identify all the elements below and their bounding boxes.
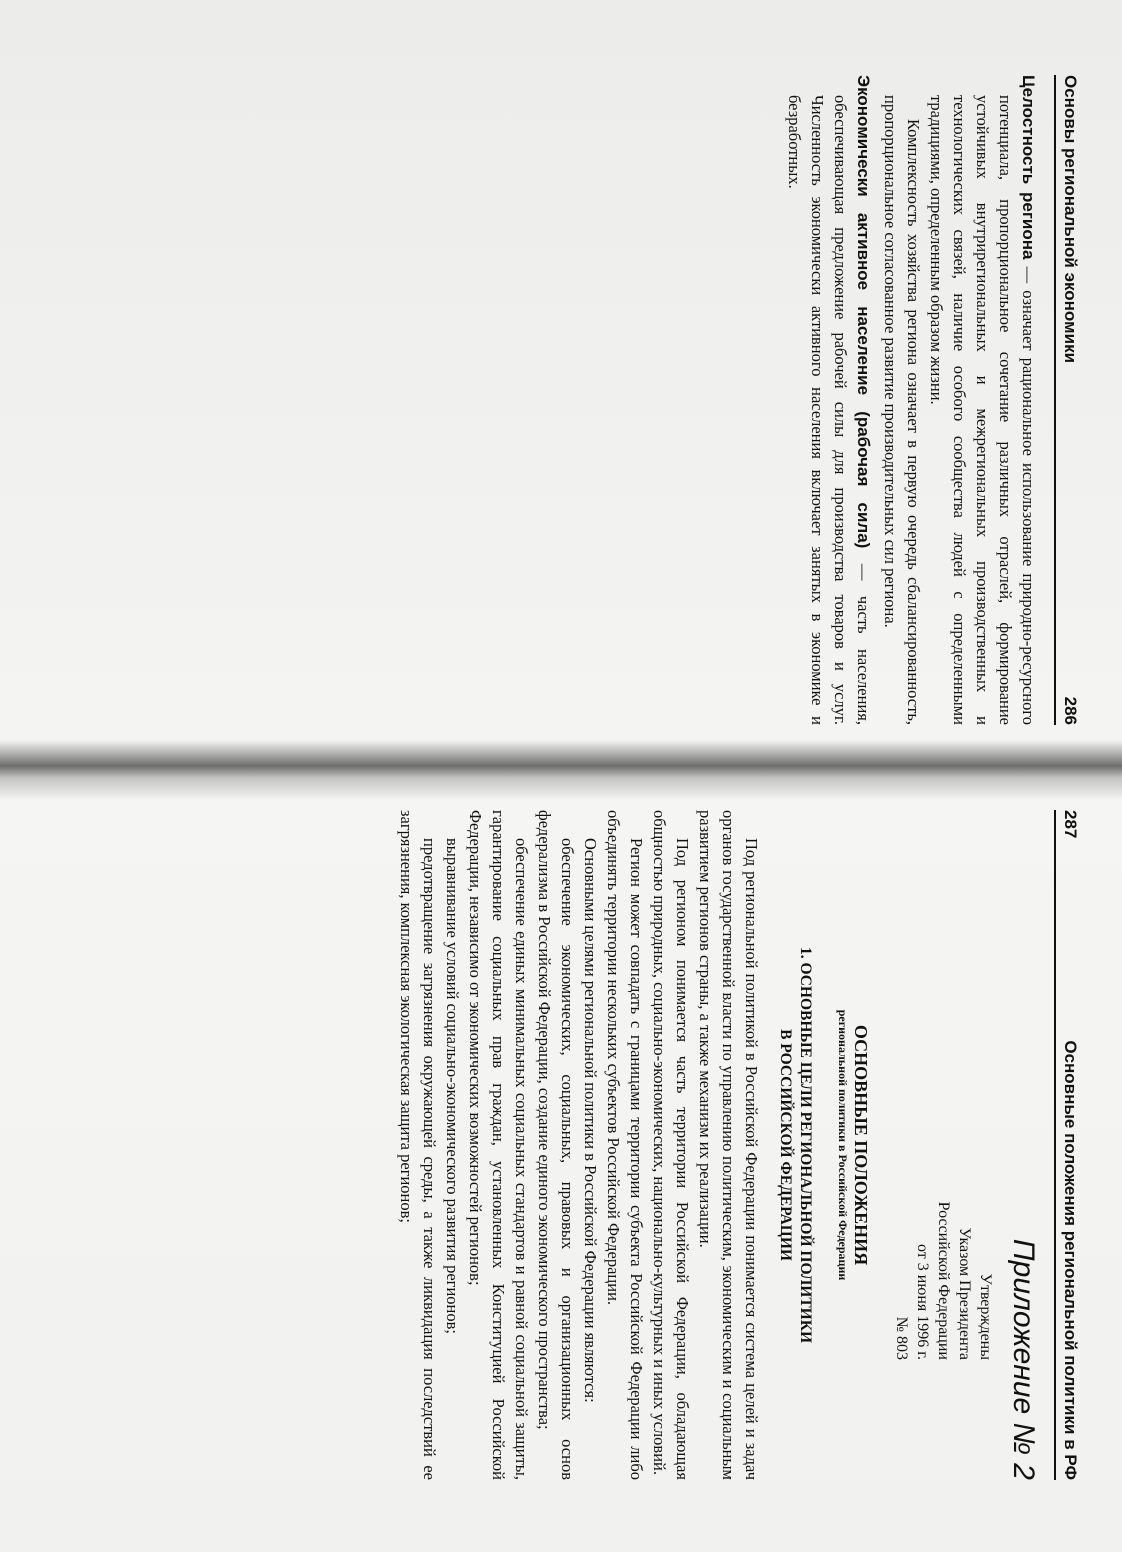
approval-line: от 3 июня 1996 г. — [914, 1244, 931, 1360]
list-item: выравнивание условий социально-экономического развития регионов; — [443, 838, 462, 1334]
approval-line: Утверждены — [977, 1273, 994, 1360]
page-287 — [60, 810, 1080, 1480]
glossary-term: Экономически активное население (рабочая сила) — [854, 75, 873, 549]
paragraph: Под региональной политикой в Российской Федерации понимается система целей и задач органов государственной власти по управлению политическим, экономическим и социальным развитием регионов страны, а также механизм их реализации. — [696, 810, 761, 1480]
running-head-286 — [1054, 75, 1080, 725]
approval-block — [891, 810, 996, 1360]
list-item: обеспечение экономических, социальных, правовых и организационных основ федерализма в Российской Федерации, создание единого экономического пространства; — [535, 810, 577, 1480]
glossary-entry — [925, 75, 1040, 725]
paragraph: Основными целями региональной политики в Российской Федерации являются: — [581, 838, 600, 1403]
document-title: ОСНОВНЫЕ ПОЛОЖЕНИЯ — [851, 1024, 871, 1266]
document-body — [395, 810, 763, 1480]
list-item: предотвращение загрязнения окружающей среды, а также ликвидация последствий ее загрязнения, комплексная экологическая защита регионов; — [397, 810, 439, 1480]
list-item: обеспечение единых минимальных социальных стандартов и равной социальной защиты, гарантирование социальных прав граждан, установленных Конституцией Российской Федерации, независимо от экономических возможностей регионов; — [466, 810, 531, 1480]
approval-line: № 803 — [893, 1316, 910, 1360]
glossary-definition: — часть населения, обеспечивающая предложение рабочей силы для производства товаров и услуг. Численность экономически активного населения включает занятых в экономике и безработных. — [785, 95, 873, 725]
section-title-line: В РОССИЙСКОЙ ФЕДЕРАЦИИ — [777, 1029, 794, 1261]
glossary-body — [783, 75, 1040, 725]
running-head-287 — [1054, 810, 1080, 1480]
page-number: 287 — [1061, 810, 1080, 839]
approval-line: Российской Федерации — [935, 1201, 952, 1360]
page-number: 286 — [1061, 696, 1080, 725]
glossary-definition: — означает рациональное использование природно-ресурсного потенциала, пропорциональное сочетание различных отраслей, формирование устойчивых внутрирегиональных и межрегиональных производственных и технологических связей, наличие особого сообщества людей с определенными традициями, определенным образом жизни. — [927, 95, 1038, 725]
running-title: Основы региональной экономики — [1061, 75, 1080, 364]
page-286 — [60, 75, 1080, 725]
section-title — [775, 810, 815, 1480]
paragraph: Регион может совпадать с границами территории субъекта Российской Федерации либо объединять территории нескольких субъектов Российской Федерации. — [604, 810, 646, 1480]
appendix-title: Приложение № 2 — [1007, 1238, 1040, 1480]
paragraph: Под регионом понимается часть территории Российской Федерации, обладающая общностью природных, социально-экономических, национально-культурных и иных условий. — [650, 810, 692, 1480]
section-title-line: 1. ОСНОВНЫЕ ЦЕЛИ РЕГИОНАЛЬНОЙ ПОЛИТИКИ — [797, 946, 814, 1344]
glossary-continuation: Комплексность хозяйства региона означает в первую очередь сбалансированность, пропорциональное согласованное развитие производительных сил региона. — [881, 95, 923, 725]
document-subtitle: региональной политики в Российской Федерации — [836, 1009, 850, 1281]
approval-line: Указом Президента — [956, 1227, 973, 1360]
glossary-entry — [783, 75, 875, 725]
running-title: Основные положения региональной политики в РФ — [1061, 1040, 1080, 1480]
glossary-term: Целостность региона — [1019, 75, 1038, 260]
